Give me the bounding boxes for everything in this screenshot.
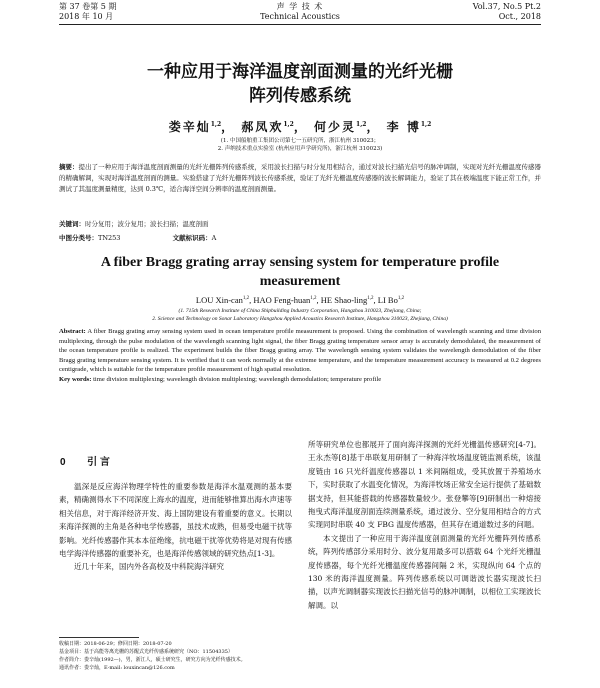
- abstract-cn-label: 摘要：: [59, 163, 79, 171]
- author-en: LI Bo$^{1,2}$: [377, 295, 405, 305]
- date-en: Oct., 2018: [498, 12, 541, 21]
- affiliation-en-2: 2. Science and Technology on Sonar Laboratory Hangzhou Applied Acoustics Research Institute, Hangzhou 310023, Zhejiang, China): [152, 315, 448, 322]
- right-paragraph-2: 本文提出了一种应用于海洋温度剖面测量的光纤光栅阵列传感系统，阵列传感部分采用时分、波分复用最多可以搭载 64 个光纤光栅温度传感器，每个光纤光栅温度传感器间隔 2 米，实现纵向 64 个点的 130 米的海洋温度测量。阵列传感系统以可调谐波长器实现波长扫描，以声光调制器实现波长扫描光信号的脉冲调制，以相位工实现波长解调。以: [308, 533, 541, 610]
- doc-code: A: [211, 234, 217, 242]
- affiliation-en-1: (1. 715th Research Institute of China Shipbuilding Industry Corporation, Hangzhou 310023, Zhejiang, China;: [178, 308, 422, 314]
- footnote-corresponding: 通讯作者：娄辛灿，E-mail: louxincan@126.com: [59, 665, 175, 671]
- abstract-en-label: Abstract:: [59, 328, 86, 335]
- left-paragraph-1: 温深是反应海洋物理学特性的重要参数是海洋水温观测的基本要素，精确测得水下不同深度上海水的温度，进而能够推算出海水声速等相关信息，对于海洋经济开发、海上国防建设有着重要的意义。长期以来海洋探测的主角是各种电学传感器，虽技术成熟，但易受电磁干扰等影响。光纤传感器作其本本征绝缘，抗电磁干扰等优势将是对现有传感电学海洋传感器的重要补充，也是海洋传感领域的研究热点[1-3]。: [59, 482, 292, 559]
- author-cn: 李 博$^{1,2}$: [386, 120, 432, 134]
- authors-cn: 娄辛灿$^{1,2}$， 郝凤欢$^{1,2}$， 何少灵$^{1,2}$， 李 博$^{1,2}$: [168, 120, 432, 134]
- abstract-cn-text: 提出了一种应用于海洋温度剖面测量的光纤光栅阵列传感系统，采用波长扫描与时分复用相结合，通过对波长扫描光信号的脉冲调制，实现对光纤光栅温度传感器的精确解调，实现对海洋温度剖面的测量。实验搭建了光纤光栅阵列波长传感系统，验证了光纤光栅温度传感器的波长解调能力，验证了其在极端温度下能正常工作，并测试了其温度测量精度，达到 0.3℃，适合海洋空间分辨率的温度剖面测量。: [59, 163, 542, 193]
- footnote: [59, 640, 294, 672]
- classification-line: [59, 233, 541, 244]
- affiliation-cn-1: (1. 中国船舶重工集团公司第七一五研究所，浙江杭州 310023；: [220, 138, 380, 144]
- volume-en: Vol.37, No.5 Pt.2: [472, 2, 541, 11]
- title-cn-line2: 阵列传感系统: [249, 86, 351, 106]
- affiliation-cn-2: 2. 声纳技术重点实验室 (杭州应用声学研究所)，浙江杭州 310023): [217, 146, 383, 152]
- author-cn: 娄辛灿$^{1,2}$: [168, 120, 222, 134]
- keywords-cn: [59, 219, 541, 230]
- author-en: LOU Xin-can$^{1,2}$: [195, 295, 250, 305]
- author-cn: 郝凤欢$^{1,2}$: [241, 120, 294, 134]
- clc-code: TN253: [98, 234, 121, 242]
- volume-cn: 第 37 卷第 5 期: [59, 2, 117, 11]
- section-heading: [60, 453, 110, 468]
- section-title: 引 言: [87, 457, 110, 468]
- header-rule: [59, 24, 541, 25]
- journal-en: Technical Acoustics: [260, 12, 340, 21]
- author-cn: 何少灵$^{1,2}$: [314, 120, 367, 134]
- authors-en: LOU Xin-can$^{1,2}$, HAO Feng-huan$^{1,2}$, HE Shao-ling$^{1,2}$, LI Bo$^{1,2}$: [195, 295, 405, 305]
- abstract-en-text: A fiber Bragg grating array sensing system used in ocean temperature profile measurement is proposed. Using the combination of wavelength scanning and time division multiplexing, through the pulse modulation of the wavelength scanning light signal, the fiber Bragg grating temperature sensor array is accurately demodulated, the measurement of the ocean temperature profile is realized. The experiment builds the fiber Bragg grating array. The wavelength sensing system validates the wavelength demodulation of the fiber Bragg grating temperature sensing system. It is verified that it can work normally at the extreme temperature, and the temperature measurement accuracy is measured at 0.2 degrees centigrade, which is suitable for the temperature profile measurement of high spatial resolution.: [59, 328, 541, 373]
- title-en: A fiber Bragg grating array sensing system for temperature profile measurement: [100, 255, 500, 289]
- footnote-author-bio: 作者简介：娄辛灿(1992—)，男，浙江人，硕士研究生，研究方向为光纤传感技术。: [59, 657, 246, 663]
- affiliations-cn: [0, 137, 600, 153]
- title-cn-line1: 一种应用于海洋温度剖面测量的光纤光栅: [147, 62, 453, 82]
- right-paragraph-1: 所等研究单位也都展开了面向海洋探测的光纤光栅温传感研究[4-7]。王永杰等[8]基于串联复用研制了一种海洋牧场温度链监测系统，该温度链由 16 只光纤温度传感器以 1 米间隔组成，受其放置于养殖场水下，实时获取了水温变化情况，为海洋牧场正常安全运行提供了基础数据支持，但其能搭载的传感器数量较少。张登攀等[9]研制出一种熔接拖曳式海洋温度剖面连续测量系统，通过波分、空分复用相结合的方式实现同时串联 40 支 FBG 温度传感器，但其存在通道数过多的问题。: [308, 440, 541, 530]
- right-column: [308, 438, 541, 612]
- affiliations-en: [0, 308, 600, 323]
- journal-cn: 声 学 技 术: [276, 2, 324, 11]
- keywords-en-label: Key words:: [59, 375, 92, 383]
- left-paragraph-2: 近几十年来，国内外各高校及中科院海洋研究: [74, 562, 224, 572]
- running-header: [59, 2, 541, 24]
- author-en: HE Shao-ling$^{1,2}$: [320, 295, 374, 305]
- title-cn: [0, 60, 600, 108]
- keywords-cn-label: 关键词：: [59, 220, 85, 228]
- doc-code-label: 文献标识码：: [172, 234, 212, 242]
- clc-label: 中图分类号：: [59, 234, 98, 242]
- footnote-funding: 基金项目：基于高能等离光栅的苏醒式光纤传感系统研究（NO：11504335）: [59, 649, 233, 655]
- left-column: [59, 480, 292, 574]
- footnote-rule: [59, 637, 139, 638]
- keywords-en-text: time division multiplexing; wavelength division multiplexing; wavelength demodulation; temperature profile: [93, 375, 382, 383]
- abstract-cn: [59, 162, 541, 195]
- footnote-received: 收稿日期：2018-06-29；修回日期：2018-07-20: [59, 641, 172, 647]
- date-cn: 2018 年 10 月: [59, 12, 114, 21]
- keywords-en: [59, 375, 541, 385]
- author-en: HAO Feng-huan$^{1,2}$: [253, 295, 317, 305]
- abstract-en: [59, 327, 541, 384]
- keywords-cn-text: 时分复用；波分复用；波长扫描；温度剖面: [85, 220, 209, 228]
- section-number: 0: [60, 457, 66, 468]
